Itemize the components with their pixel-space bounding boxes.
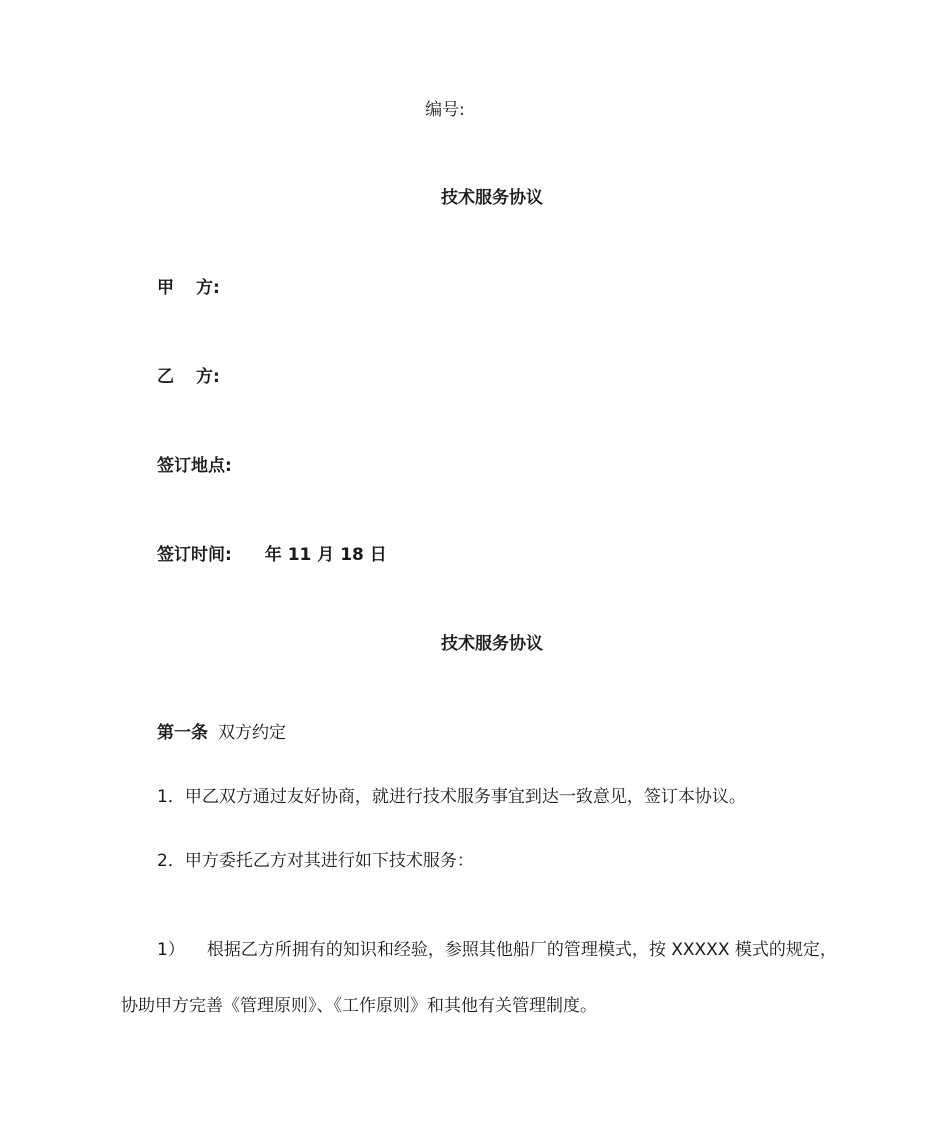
party-b-label-char: 乙	[157, 367, 174, 387]
article-1-label: 第一条	[157, 723, 208, 743]
item-1-marker: 1）	[157, 940, 185, 960]
item-1-line-2: 协助甲方完善《管理原则》、《工作原则》和其他有关管理制度。	[121, 996, 597, 1016]
item-1-text-line-1: 根据乙方所拥有的知识和经验，参照其他船厂的管理模式，按 XXXXX 模式的规定，	[206, 940, 837, 960]
party-a-label-char: 甲	[157, 278, 174, 298]
sign-place-label: 签订地点:	[157, 456, 232, 476]
party-a-line	[157, 277, 220, 299]
sign-date: 年 11 月 18 日	[264, 545, 387, 565]
sign-time-line	[157, 544, 387, 566]
cover-title: 技术服务协议	[441, 188, 543, 208]
party-b-line	[157, 366, 220, 388]
clause-2: 2．甲方委托乙方对其进行如下技术服务：	[157, 851, 474, 871]
article-1-heading	[157, 722, 286, 744]
item-1-line-1	[157, 939, 837, 961]
party-a-label-suffix: 方:	[196, 278, 220, 298]
sign-time-label: 签订时间:	[157, 545, 232, 565]
clause-1: 1．甲乙双方通过友好协商，就进行技术服务事宜到达一致意见，签订本协议。	[157, 787, 746, 807]
document-number-label: 编号:	[425, 100, 465, 120]
party-b-label-suffix: 方:	[196, 367, 220, 387]
body-title: 技术服务协议	[441, 634, 543, 654]
article-1-title: 双方约定	[218, 723, 286, 743]
